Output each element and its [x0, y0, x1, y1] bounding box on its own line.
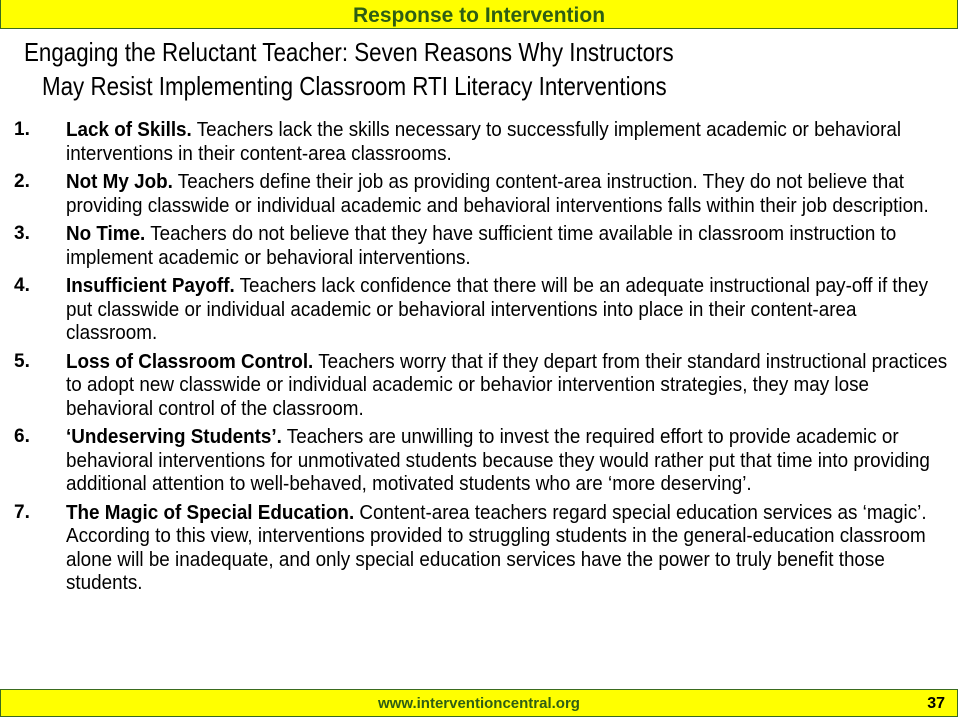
item-title: ‘Undeserving Students’. — [66, 425, 282, 448]
header-bar — [0, 0, 958, 29]
item-number: 6. — [14, 426, 30, 447]
header-title: Response to Intervention — [352, 4, 606, 27]
item-text: Content-area teachers regard special education services as ‘magic’. According to this view, interventions provided to struggling students in the general-education classroom alone will be inadequate, and only special education services have the power to truly benefit those students. — [66, 500, 927, 594]
slide-title-line-2: May Resist Implementing Classroom RTI Literacy Interventions — [42, 71, 667, 101]
item-title: The Magic of Special Education. — [66, 500, 355, 524]
item-text: Teachers define their job as providing content-area instruction. They do not believe that providing classwide or individual academic and behavioral interventions falls within their job description. — [66, 170, 929, 217]
list-item — [0, 501, 960, 595]
item-number: 1. — [14, 119, 30, 140]
page-number: 37 — [927, 695, 945, 712]
item-text: Teachers do not believe that they have sufficient time available in classroom instruction to implement academic or behavioral interventions. — [66, 222, 897, 269]
list-item — [0, 118, 960, 165]
list-item — [0, 425, 960, 496]
item-title: No Time. — [66, 222, 146, 245]
item-number: 5. — [14, 350, 30, 372]
item-title: Not My Job. — [66, 170, 173, 193]
item-number: 3. — [14, 223, 30, 244]
item-title: Lack of Skills. — [66, 118, 192, 141]
item-number: 2. — [14, 171, 30, 192]
footer-bar — [0, 689, 958, 717]
slide-title-line-1: Engaging the Reluctant Teacher: Seven Reasons Why Instructors — [24, 37, 674, 67]
list-item — [0, 274, 960, 345]
reasons-list — [0, 118, 960, 600]
item-number: 7. — [14, 501, 30, 523]
item-text: Teachers worry that if they depart from their standard instructional practices to adopt new classwide or individual academic or behavior intervention strategies, they may lose behavioral control of the classroom. — [66, 349, 948, 420]
item-title: Insufficient Payoff. — [66, 274, 235, 297]
list-item — [0, 170, 960, 217]
list-item — [0, 222, 960, 269]
list-item — [0, 350, 960, 421]
item-title: Loss of Classroom Control. — [66, 349, 314, 373]
item-text: Teachers lack confidence that there will be an adequate instructional pay-off if they put classwide or individual academic or behavioral interventions into place in their content-area classroom. — [66, 274, 929, 344]
item-text: Teachers lack the skills necessary to successfully implement academic or behavioral interventions in their content-area classrooms. — [66, 118, 902, 165]
footer-url[interactable]: www.interventioncentral.org — [378, 695, 580, 712]
item-text: Teachers are unwilling to invest the required effort to provide academic or behavioral interventions for unmotivated students because they would rather put that time into providing additional attention to well-behaved, motivated students who are ‘more deserving’. — [66, 425, 930, 495]
item-number: 4. — [14, 275, 30, 296]
